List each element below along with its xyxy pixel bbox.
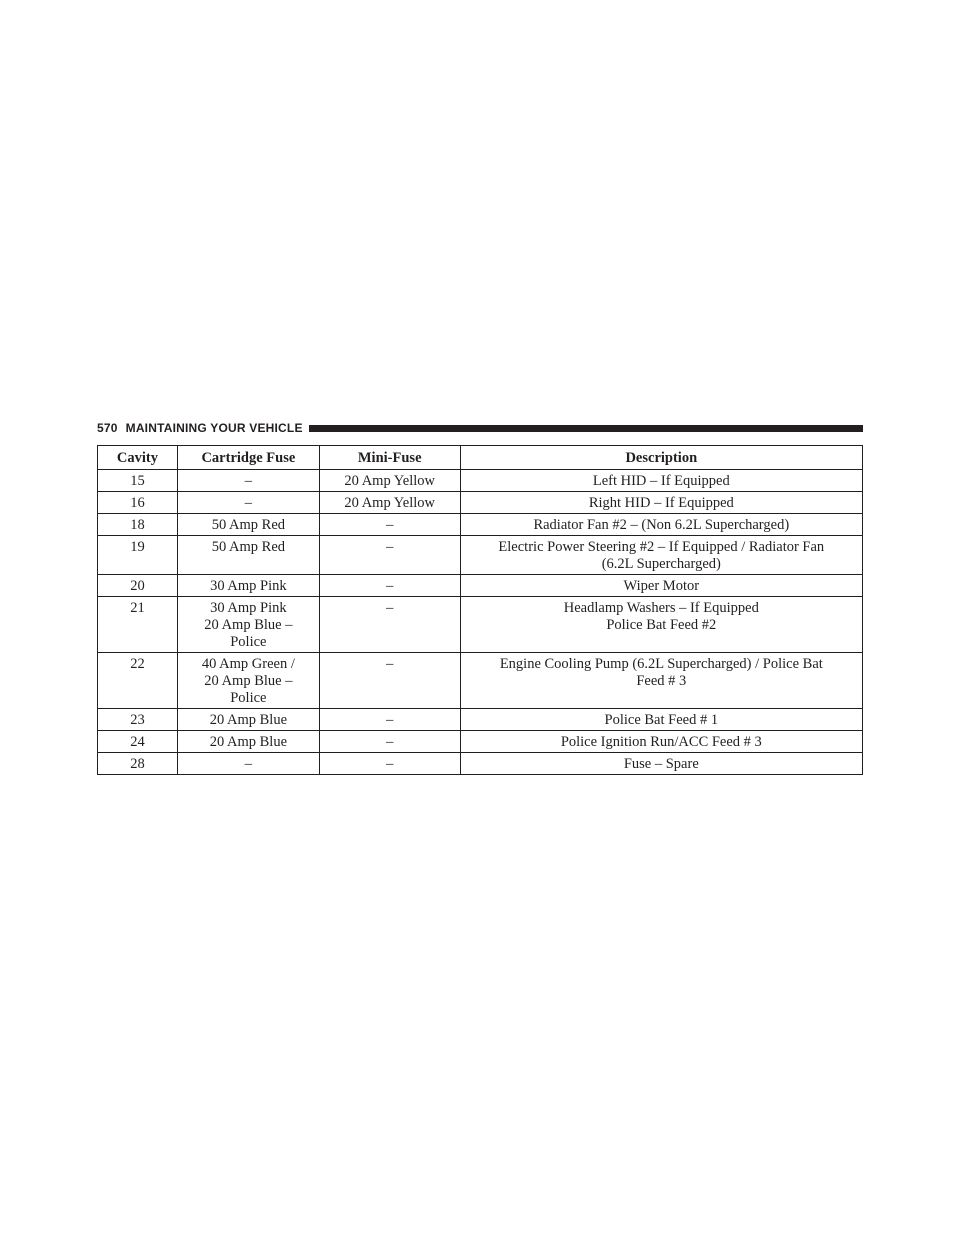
cartridge-fuse-cell-line: 50 Amp Red [211, 517, 286, 533]
description-cell-line: Left HID – If Equipped [592, 473, 730, 489]
mini-fuse-cell: – [319, 536, 460, 575]
mini-fuse-cell: 20 Amp Yellow [319, 470, 460, 492]
table-row [98, 536, 863, 575]
description-cell-line: Radiator Fan #2 – (Non 6.2L Supercharged) [533, 517, 790, 533]
header-cartridge-fuse: Cartridge Fuse [177, 446, 319, 470]
description-cell-line: Feed # 3 [636, 673, 687, 689]
description-cell [460, 492, 862, 514]
table-row [98, 470, 863, 492]
table-row [98, 514, 863, 536]
cavity-cell: 21 [98, 597, 178, 653]
mini-fuse-cell: – [319, 597, 460, 653]
header-mini-fuse: Mini-Fuse [319, 446, 460, 470]
section-title: MAINTAINING YOUR VEHICLE [125, 421, 303, 435]
page-number: 570 [97, 421, 118, 435]
description-cell [460, 753, 862, 775]
cartridge-fuse-cell-line: Police [230, 690, 267, 706]
description-cell-line: Police Bat Feed #2 [606, 617, 717, 633]
cartridge-fuse-cell-line: 30 Amp Pink [210, 578, 287, 594]
description-cell [460, 470, 862, 492]
mini-fuse-cell: 20 Amp Yellow [319, 492, 460, 514]
description-cell [460, 514, 862, 536]
cartridge-fuse-cell [177, 575, 319, 597]
table-row [98, 597, 863, 653]
cartridge-fuse-cell [177, 536, 319, 575]
cavity-cell: 24 [98, 731, 178, 753]
cavity-cell: 20 [98, 575, 178, 597]
cartridge-fuse-cell-line: – [244, 473, 252, 489]
cavity-cell: 19 [98, 536, 178, 575]
cartridge-fuse-cell [177, 492, 319, 514]
page-header [97, 420, 863, 436]
cavity-cell: 23 [98, 709, 178, 731]
description-cell-line: Right HID – If Equipped [588, 495, 734, 511]
description-cell [460, 597, 862, 653]
cartridge-fuse-cell-line: 20 Amp Blue – [204, 617, 293, 633]
description-cell [460, 709, 862, 731]
table-row [98, 709, 863, 731]
cavity-cell: 15 [98, 470, 178, 492]
cartridge-fuse-cell-line: 20 Amp Blue – [204, 673, 293, 689]
cavity-cell: 28 [98, 753, 178, 775]
description-cell-line: Police Bat Feed # 1 [604, 712, 719, 728]
description-cell-line: Fuse – Spare [623, 756, 699, 772]
cartridge-fuse-cell-line: 20 Amp Blue [209, 712, 288, 728]
description-cell-line: Headlamp Washers – If Equipped [563, 600, 759, 616]
mini-fuse-cell: – [319, 514, 460, 536]
mini-fuse-cell: – [319, 653, 460, 709]
description-cell-line: Engine Cooling Pump (6.2L Supercharged) / Police Bat [499, 656, 823, 672]
description-cell [460, 536, 862, 575]
cartridge-fuse-cell-line: 30 Amp Pink [210, 600, 287, 616]
table-header-row [98, 446, 863, 470]
cartridge-fuse-cell [177, 753, 319, 775]
table-row [98, 575, 863, 597]
cartridge-fuse-cell [177, 709, 319, 731]
cavity-cell: 16 [98, 492, 178, 514]
cartridge-fuse-cell-line: 40 Amp Green / [201, 656, 295, 672]
header-rule [309, 425, 863, 432]
description-cell-line: Police Ignition Run/ACC Feed # 3 [560, 734, 762, 750]
cartridge-fuse-cell [177, 597, 319, 653]
cartridge-fuse-cell-line: – [244, 756, 252, 772]
cavity-cell: 18 [98, 514, 178, 536]
cavity-cell: 22 [98, 653, 178, 709]
description-cell [460, 575, 862, 597]
table-body [98, 470, 863, 775]
description-cell [460, 731, 862, 753]
table-row [98, 653, 863, 709]
mini-fuse-cell: – [319, 709, 460, 731]
cartridge-fuse-cell [177, 470, 319, 492]
cartridge-fuse-cell-line: – [244, 495, 252, 511]
header-cavity: Cavity [98, 446, 178, 470]
cartridge-fuse-cell [177, 514, 319, 536]
table-row [98, 731, 863, 753]
description-cell-line: (6.2L Supercharged) [601, 556, 721, 572]
mini-fuse-cell: – [319, 753, 460, 775]
fuse-table [97, 445, 863, 775]
cartridge-fuse-cell-line: 50 Amp Red [211, 539, 286, 555]
mini-fuse-cell: – [319, 575, 460, 597]
cartridge-fuse-cell-line: 20 Amp Blue [209, 734, 288, 750]
table-row [98, 492, 863, 514]
description-cell-line: Wiper Motor [623, 578, 700, 594]
cartridge-fuse-cell [177, 731, 319, 753]
cartridge-fuse-cell [177, 653, 319, 709]
description-cell-line: Electric Power Steering #2 – If Equipped / Radiator Fan [498, 539, 825, 555]
description-cell [460, 653, 862, 709]
cartridge-fuse-cell-line: Police [230, 634, 267, 650]
header-description: Description [460, 446, 862, 470]
table-row [98, 753, 863, 775]
mini-fuse-cell: – [319, 731, 460, 753]
